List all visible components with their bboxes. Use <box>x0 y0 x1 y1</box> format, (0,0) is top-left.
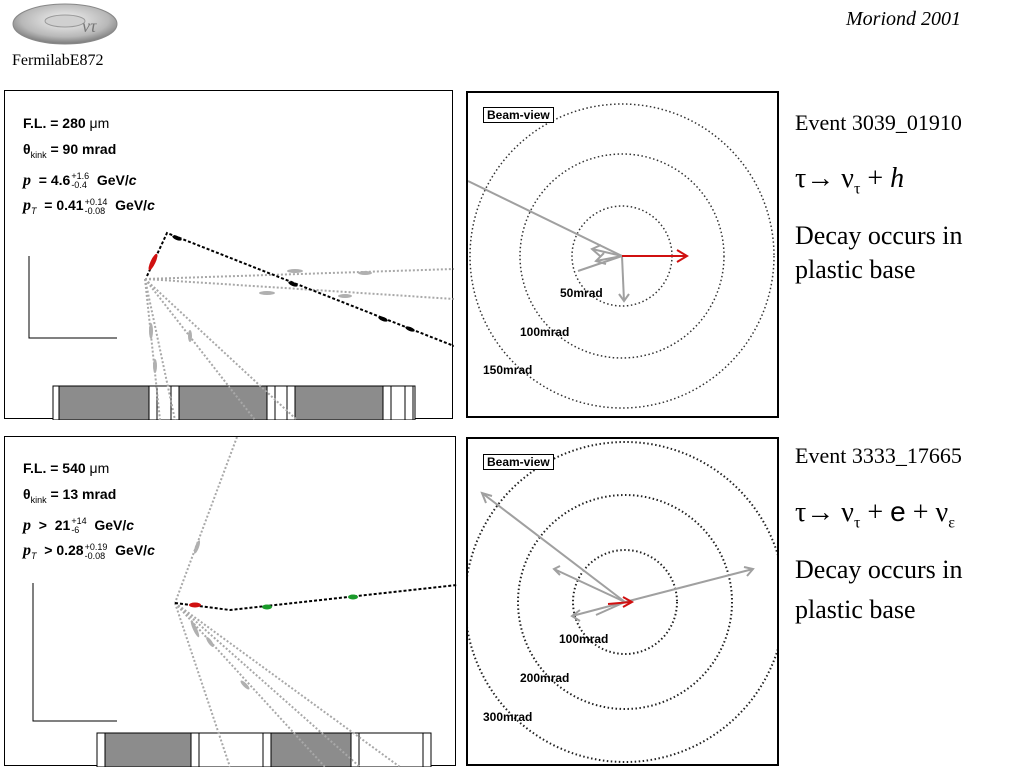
ring-label-middle-2: 200mrad <box>520 671 570 685</box>
torus-logo-icon <box>10 2 120 52</box>
beam-view-label-2: Beam-view <box>483 454 554 470</box>
logo-symbol: ντ <box>82 16 97 36</box>
beam-view-panel-1 <box>466 91 779 418</box>
beam-view-panel-2 <box>466 437 779 766</box>
kinematics-2 <box>23 456 155 570</box>
beam-view-label-1: Beam-view <box>483 107 554 123</box>
flight-length-1: F.L. = 280 μm <box>23 115 110 131</box>
transverse-momentum-1: $p_T = 0.41$ +0.14 -0.08 GeV/c <box>23 196 155 217</box>
ring-label-outer-1: 150mrad <box>483 363 533 377</box>
event-id-1: Event 3039_01910 <box>795 110 962 135</box>
momentum-2: p > 21 +14 -6 GeV/c <box>23 516 135 536</box>
ring-label-outer-2: 300mrad <box>483 710 533 724</box>
ring-label-inner-1: 50mrad <box>560 286 603 300</box>
event-id-2: Event 3333_17665 <box>795 443 962 468</box>
emulsion-side-view-2 <box>4 436 456 766</box>
flight-length-2: F.L. = 540 μm <box>23 460 110 476</box>
ring-label-middle-1: 100mrad <box>520 325 570 339</box>
ring-label-inner-2: 100mrad <box>559 632 609 646</box>
transverse-momentum-2: $p_T > 0.28$ +0.19 -0.08 GeV/c <box>23 541 155 562</box>
decay-note-1: Decay occurs in plastic base <box>795 221 963 284</box>
decay-channel-2: $\tau\to \nu_\tau + e + \nu_\varepsilon$ <box>795 496 955 532</box>
kink-angle-2: $\theta_{kink} = 13$ mrad <box>23 485 117 505</box>
e872-logo <box>10 2 120 52</box>
decay-channel-1: $\tau\to \nu_\tau + h$ <box>795 163 905 198</box>
momentum-1: p = 4.6 +1.6 -0.4 GeV/c <box>23 171 137 191</box>
emulsion-side-view-1 <box>4 90 453 419</box>
kink-angle-1: $\theta_{kink} = 90$ mrad <box>23 140 117 160</box>
decay-note-2: Decay occurs in plastic base <box>795 555 963 624</box>
conference-label: Moriond 2001 <box>846 8 961 30</box>
logo-text: FermilabE872 <box>12 52 104 69</box>
kinematics-1 <box>23 111 155 225</box>
